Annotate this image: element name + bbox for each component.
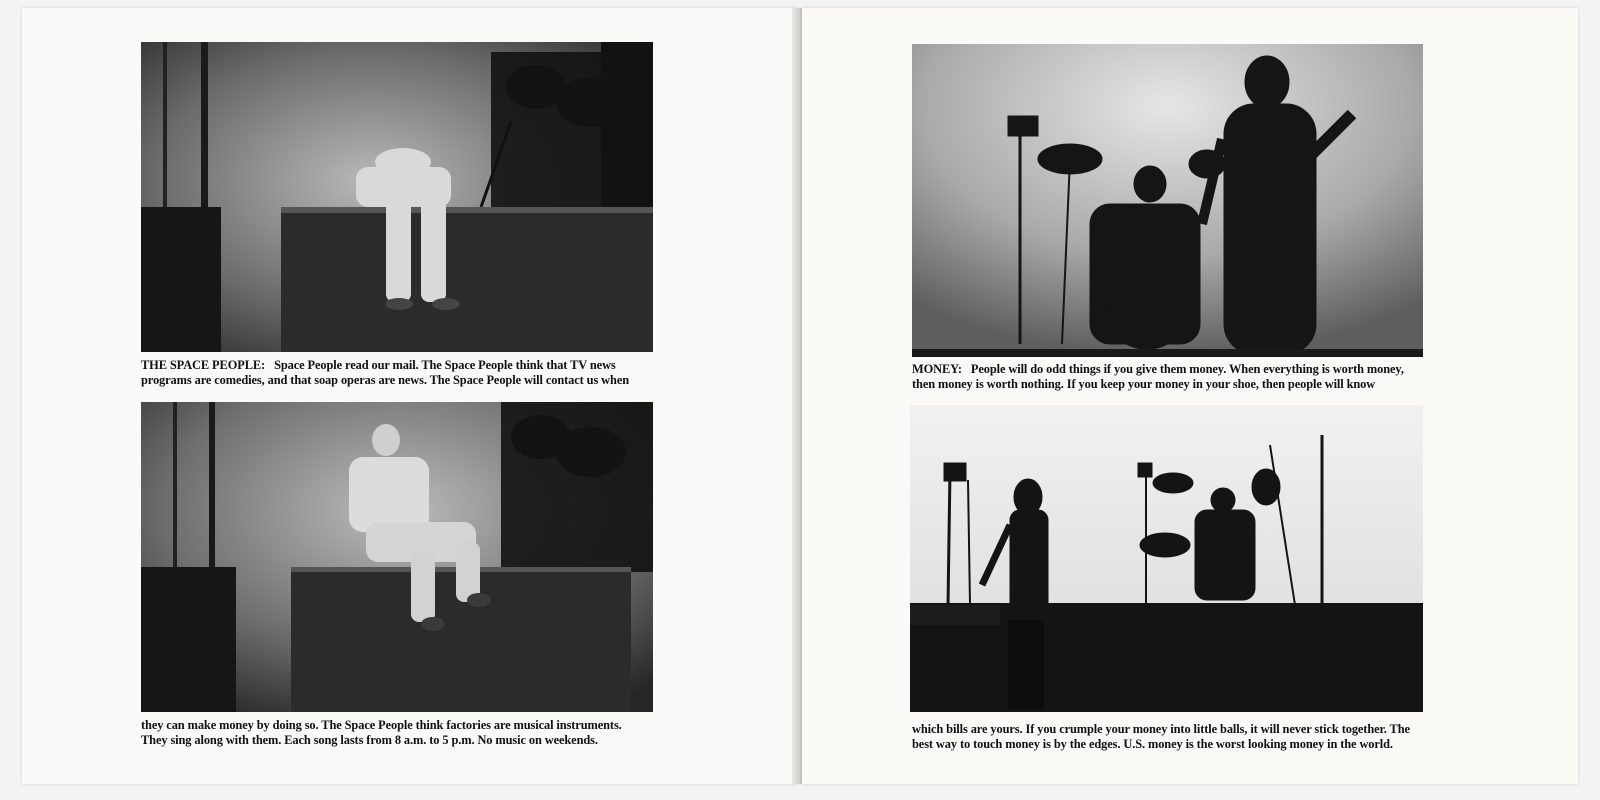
caption-line: then money is worth nothing. If you keep your money in your shoe, then people will know bbox=[912, 377, 1376, 391]
caption-line bbox=[912, 362, 1432, 377]
caption-label: THE SPACE PEOPLE: bbox=[141, 358, 266, 372]
caption-line: which bills are yours. If you crumple your money into little balls, it will never stick together. The bbox=[912, 722, 1410, 736]
photo-band-silhouette-drums bbox=[912, 44, 1423, 357]
left-page bbox=[22, 8, 798, 784]
caption-line bbox=[141, 358, 661, 373]
caption-money-bottom bbox=[912, 722, 1432, 752]
caption-line: best way to touch money is by the edges. U.S. money is the worst looking money in the world. bbox=[912, 737, 1393, 751]
caption-text: People will do odd things if you give them money. When everything is worth money, bbox=[970, 362, 1404, 376]
caption-space-people-bottom bbox=[141, 718, 661, 748]
right-page bbox=[802, 8, 1578, 784]
caption-line: they can make money by doing so. The Space People think factories are musical instruments. bbox=[141, 718, 622, 732]
caption-space-people-top bbox=[141, 358, 661, 388]
caption-text: Space People read our mail. The Space People think that TV news bbox=[274, 358, 616, 372]
booklet-spread bbox=[22, 8, 1578, 784]
photo-band-silhouette-stage bbox=[910, 405, 1423, 712]
photo-performer-seated-singing bbox=[141, 402, 653, 712]
caption-label: MONEY: bbox=[912, 362, 962, 376]
caption-line: They sing along with them. Each song lasts from 8 a.m. to 5 p.m. No music on weekends. bbox=[141, 733, 598, 747]
caption-line: programs are comedies, and that soap operas are news. The Space People will contact us when bbox=[141, 373, 630, 387]
caption-money-top bbox=[912, 362, 1432, 392]
photo-performer-slumped bbox=[141, 42, 653, 352]
